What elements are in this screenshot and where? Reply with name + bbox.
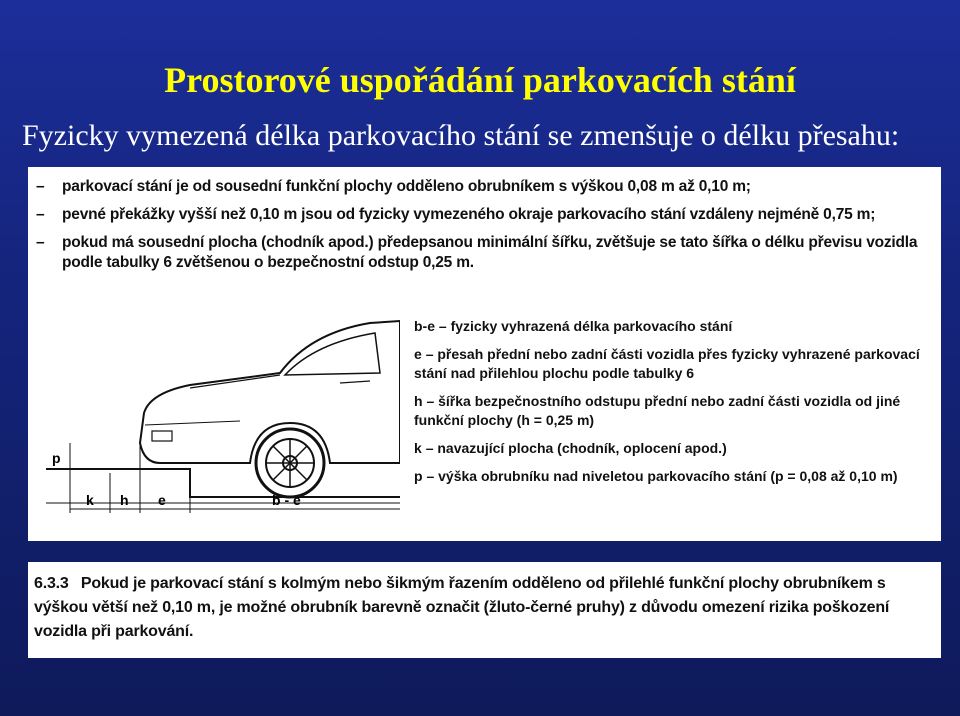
bullet-text: parkovací stání je od sousední funkční plochy odděleno obrubníkem s výškou 0,08 m až 0,10 m; <box>62 178 751 195</box>
legend-text: – šířka bezpečnostního odstupu přední nebo zadní části vozidla od jiné funkční plochy (h = 0,25 m) <box>414 393 901 428</box>
bullet-dash: – <box>36 178 45 195</box>
slide-subtitle: Fyzicky vymezená délka parkovacího stání se zmenšuje o délku přesahu: <box>22 119 900 152</box>
bullet-dash: – <box>36 206 45 223</box>
label-p: p <box>52 450 61 466</box>
curb-profile <box>46 443 400 513</box>
car-parking-drawing <box>40 313 400 523</box>
car-wheel-icon <box>256 429 324 497</box>
note-number: 6.3.3 <box>34 575 69 592</box>
bullet-text: pevné překážky vyšší než 0,10 m jsou od fyzicky vymezeného okraje parkovacího stání vzdáleny nejméně 0,75 m; <box>62 206 876 223</box>
label-k: k <box>86 492 94 508</box>
legend-item <box>414 317 936 336</box>
legend-text: – navazující plocha (chodník, oplocení apod.) <box>425 440 727 456</box>
legend-list <box>414 317 936 495</box>
bullet-item <box>36 177 936 197</box>
legend-text: – výška obrubníku nad niveletou parkovacího stání (p = 0,08 až 0,10 m) <box>426 468 898 484</box>
legend-text: – fyzicky vyhrazená délka parkovacího stání <box>438 318 733 334</box>
legend-text: – přesah přední nebo zadní části vozidla přes fyzicky vyhrazené parkovací stání nad přilehlou plochu podle tabulky 6 <box>414 346 920 381</box>
label-h: h <box>120 492 129 508</box>
legend-item <box>414 392 936 430</box>
legend-term: b-e <box>414 318 435 334</box>
note-text: Pokud je parkovací stání s kolmým nebo šikmým řazením odděleno od přilehlé funkční plochy obrubníkem s výškou větší než 0,10 m, je možné obrubník barevně označit (žluto-černé pruhy) z důvodu omezení rizika poškození vozidla při parkování. <box>34 575 890 640</box>
legend-item <box>414 345 936 383</box>
bullet-list <box>36 177 936 281</box>
legend-term: e <box>414 346 422 362</box>
slide-title: Prostorové uspořádání parkovacích stání <box>164 60 796 100</box>
legend-item <box>414 439 936 458</box>
note-panel <box>28 562 941 658</box>
legend-term: h <box>414 393 423 409</box>
figure-panel <box>28 167 941 541</box>
car-illustration <box>140 321 400 463</box>
legend-item <box>414 467 936 486</box>
bullet-text: pokud má sousední plocha (chodník apod.) předepsanou minimální šířku, zvětšuje se tato šířka o délku převisu vozidla podle tabulky 6 zvětšenou o bezpečnostní odstup 0,25 m. <box>62 234 918 271</box>
note-paragraph <box>34 572 934 644</box>
bullet-item <box>36 233 936 273</box>
legend-term: k <box>414 440 422 456</box>
label-e: e <box>158 492 166 508</box>
bullet-dash: – <box>36 234 45 251</box>
bullet-item <box>36 205 936 225</box>
label-b-e: b - e <box>272 492 301 508</box>
legend-term: p <box>414 468 423 484</box>
